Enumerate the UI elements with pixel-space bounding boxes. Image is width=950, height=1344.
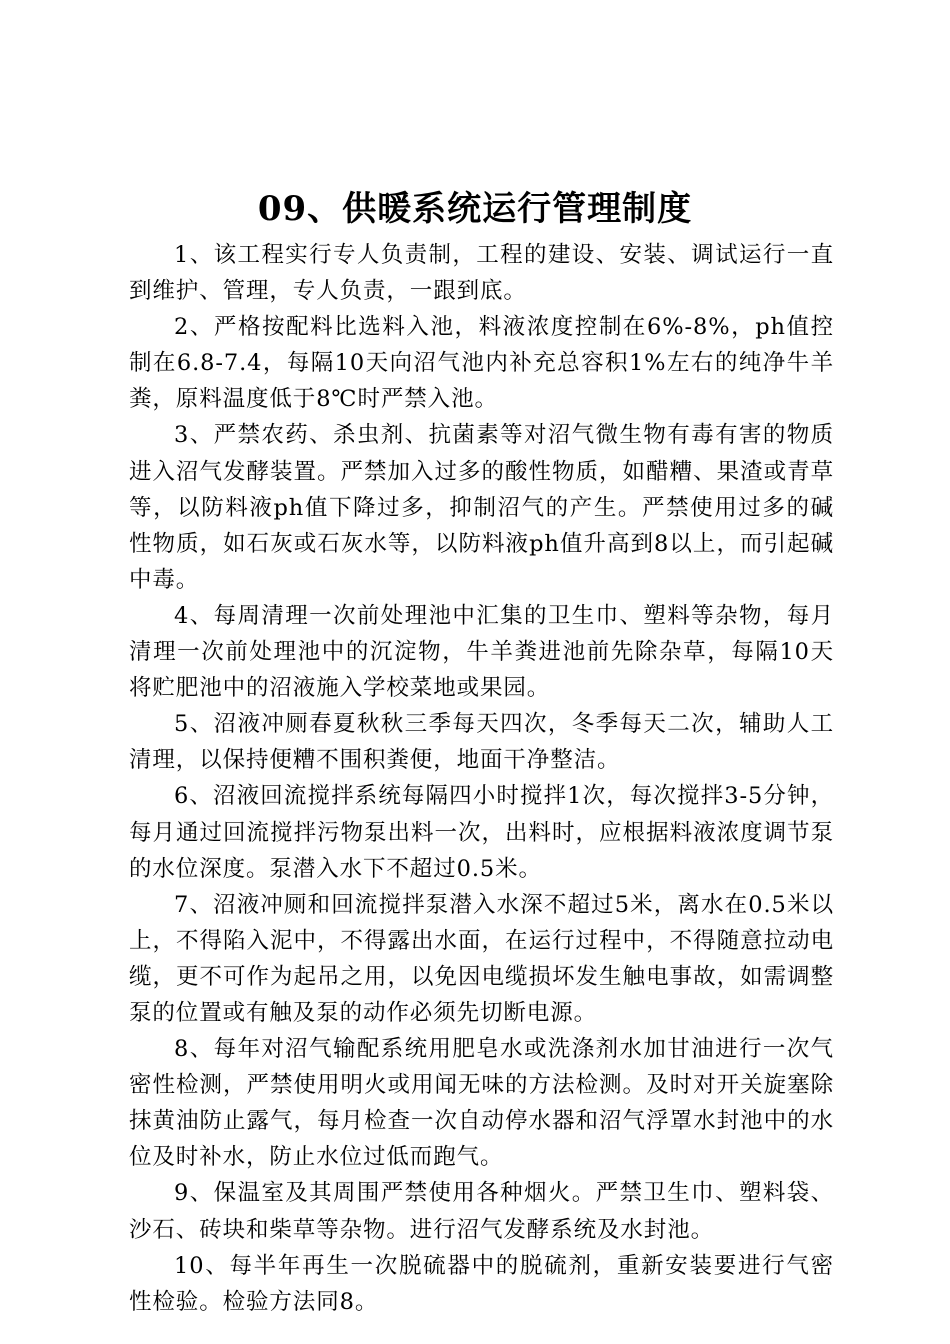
- paragraph-9: 9、保温室及其周围严禁使用各种烟火。严禁卫生巾、塑料袋、沙石、砖块和柴草等杂物。进行沼气发酵系统及水封池。: [129, 1180, 834, 1243]
- paragraph-10: 10、每半年再生一次脱硫器中的脱硫剂，重新安装要进行气密性检验。检验方法同8。: [129, 1252, 834, 1315]
- paragraph-4: 4、每周清理一次前处理池中汇集的卫生巾、塑料等杂物，每月清理一次前处理池中的沉淀物，牛羊粪进池前先除杂草，每隔10天将贮肥池中的沼液施入学校菜地或果园。: [129, 602, 834, 702]
- paragraph-5: 5、沼液冲厕春夏秋秋三季每天四次，冬季每天二次，辅助人工清理，以保持便糟不围积粪便，地面干净整洁。: [129, 711, 834, 774]
- paragraph-8: 8、每年对沼气输配系统用肥皂水或洗涤剂水加甘油进行一次气密性检测，严禁使用明火或用闻无味的方法检测。及时对开关旋塞除抹黄油防止露气，每月检查一次自动停水器和沼气浮罩水封池中的水位及时补水，防止水位过低而跑气。: [129, 1036, 834, 1171]
- paragraph-7: 7、沼液冲厕和回流搅拌泵潜入水深不超过5米，离水在0.5米以上，不得陷入泥中，不得露出水面，在运行过程中，不得随意拉动电缆，更不可作为起吊之用，以免因电缆损坏发生触电事故，如需调整泵的位置或有触及泵的动作必须先切断电源。: [129, 891, 834, 1026]
- paragraph-1: 1、该工程实行专人负责制，工程的建设、安装、调试运行一直到维护、管理，专人负责，一跟到底。: [129, 242, 834, 305]
- paragraph-6: 6、沼液回流搅拌系统每隔四小时搅拌1次，每次搅拌3-5分钟，每月通过回流搅拌污物泵出料一次，出料时，应根据料液浓度调节泵的水位深度。泵潜入水下不超过0.5米。: [129, 783, 834, 882]
- paragraph-2: 2、严格按配料比选料入池，料液浓度控制在6%-8%，ph值控制在6.8-7.4，每隔10天向沼气池内补充总容积1%左右的纯净牛羊粪，原料温度低于8℃时严禁入池。: [129, 314, 834, 413]
- paragraph-3: 3、严禁农药、杀虫剂、抗菌素等对沼气微生物有毒有害的物质进入沼气发酵装置。严禁加入过多的酸性物质，如醋糟、果渣或青草等，以防料液ph值下降过多，抑制沼气的产生。严禁使用过多的碱性物质，如石灰或石灰水等，以防料液ph值升高到8以上，而引起碱中毒。: [129, 422, 834, 593]
- document-title: 09、供暖系统运行管理制度: [257, 189, 693, 229]
- document-body: [129, 237, 834, 1320]
